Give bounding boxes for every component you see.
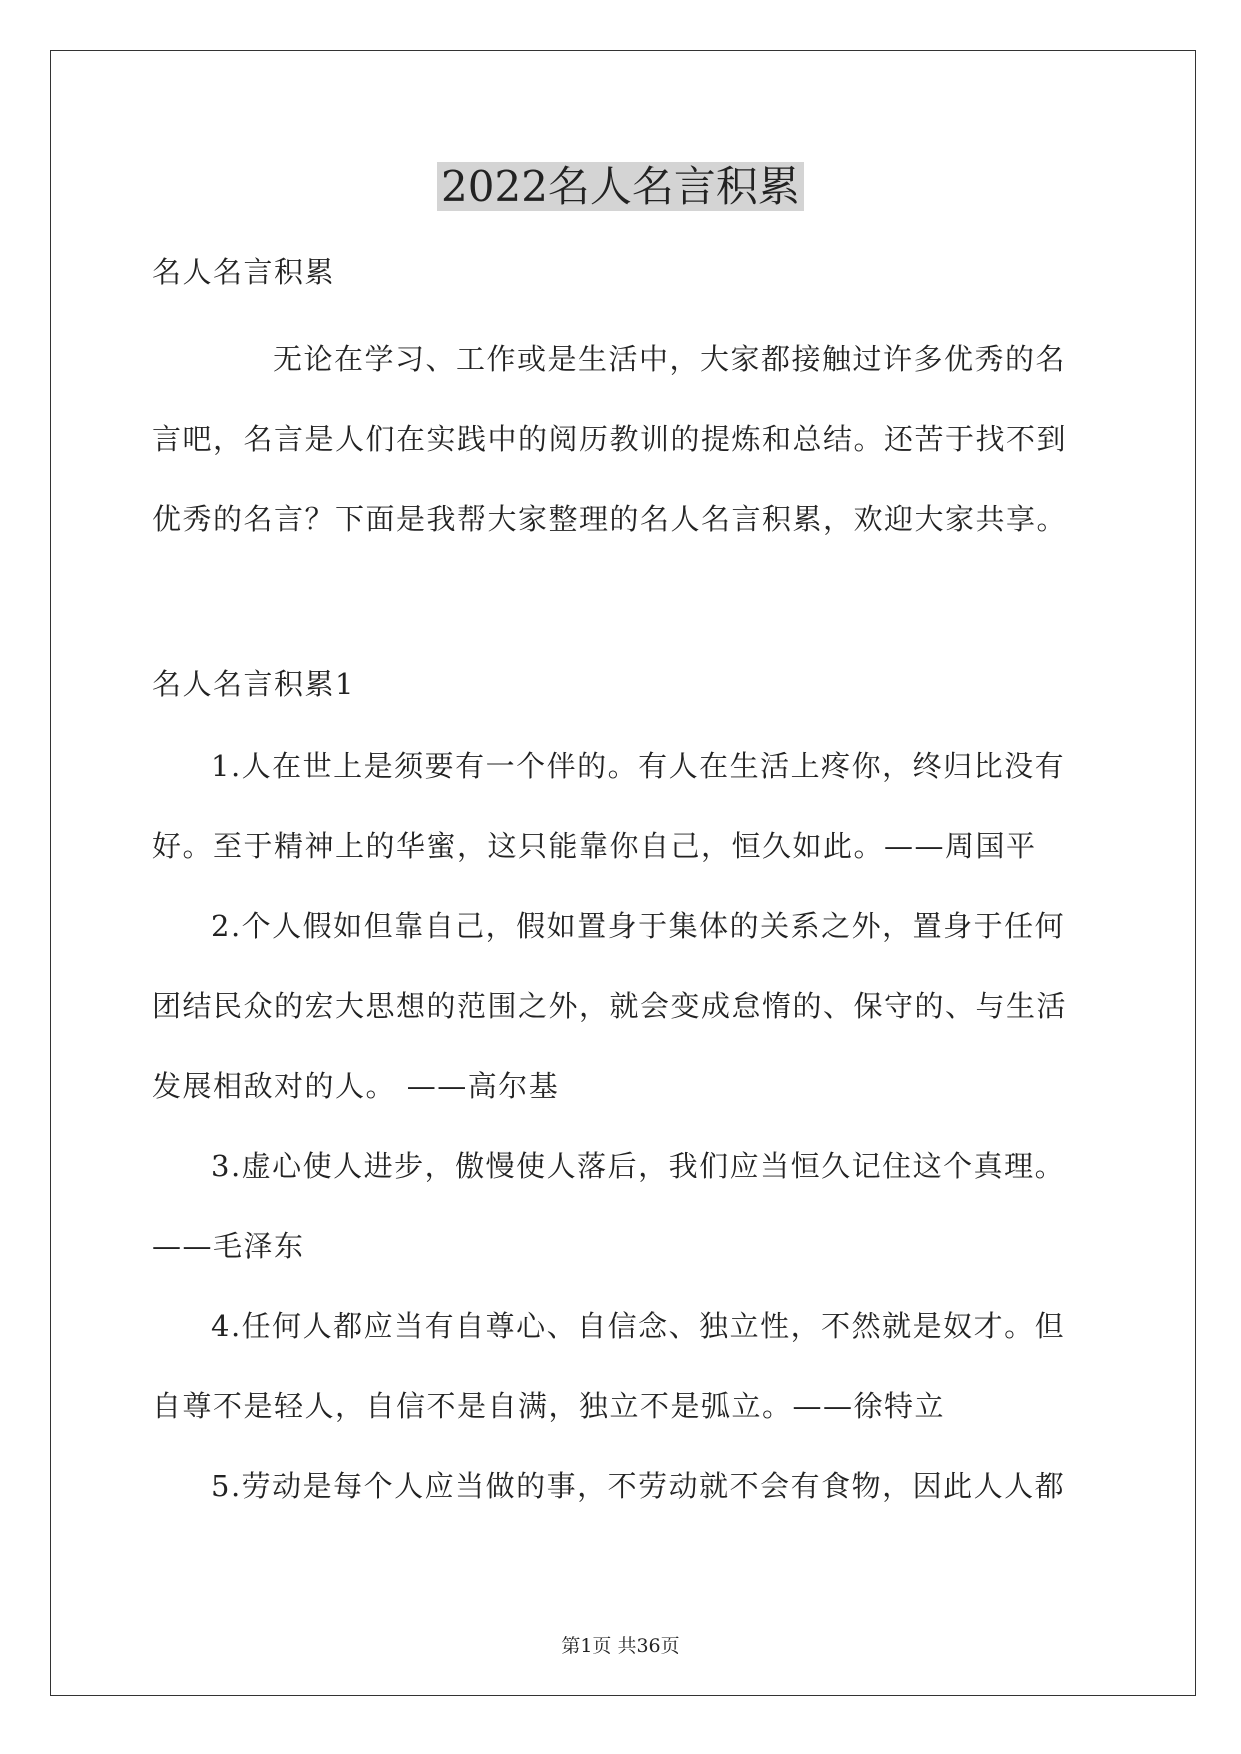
quote-line: 团结民众的宏大思想的范围之外，就会变成怠惰的、保守的、与生活	[152, 989, 1068, 1023]
intro-paragraph-line: 优秀的名言？下面是我帮大家整理的名人名言积累，欢迎大家共享。	[152, 502, 1068, 536]
quote-line: 1.人在世上是须要有一个伴的。有人在生活上疼你，终归比没有	[211, 749, 1066, 783]
quote-line: 5.劳动是每个人应当做的事，不劳动就不会有食物，因此人人都	[211, 1469, 1066, 1503]
section-heading: 名人名言积累1	[152, 667, 355, 701]
intro-heading: 名人名言积累	[152, 255, 336, 289]
quote-line: 发展相敌对的人。 ——高尔基	[152, 1069, 560, 1103]
quote-line: 4.任何人都应当有自尊心、自信念、独立性，不然就是奴才。但	[211, 1309, 1066, 1343]
title-text: 2022名人名言积累	[437, 162, 804, 211]
page-number-footer: 第1页 共36页	[561, 1635, 680, 1657]
page-border	[50, 50, 1196, 1696]
document-title	[0, 157, 1241, 217]
quote-line: 3.虚心使人进步，傲慢使人落后，我们应当恒久记住这个真理。	[211, 1149, 1066, 1183]
intro-paragraph-line: 言吧，名言是人们在实践中的阅历教训的提炼和总结。还苦于找不到	[152, 422, 1068, 456]
quote-line: 2.个人假如但靠自己，假如置身于集体的关系之外，置身于任何	[211, 909, 1066, 943]
quote-line: 好。至于精神上的华蜜，这只能靠你自己，恒久如此。——周国平	[152, 829, 1037, 863]
quote-line: ——毛泽东	[152, 1229, 305, 1263]
intro-paragraph-line: 无论在学习、工作或是生活中，大家都接触过许多优秀的名	[273, 342, 1067, 376]
quote-line: 自尊不是轻人，自信不是自满，独立不是弧立。——徐特立	[152, 1389, 946, 1423]
